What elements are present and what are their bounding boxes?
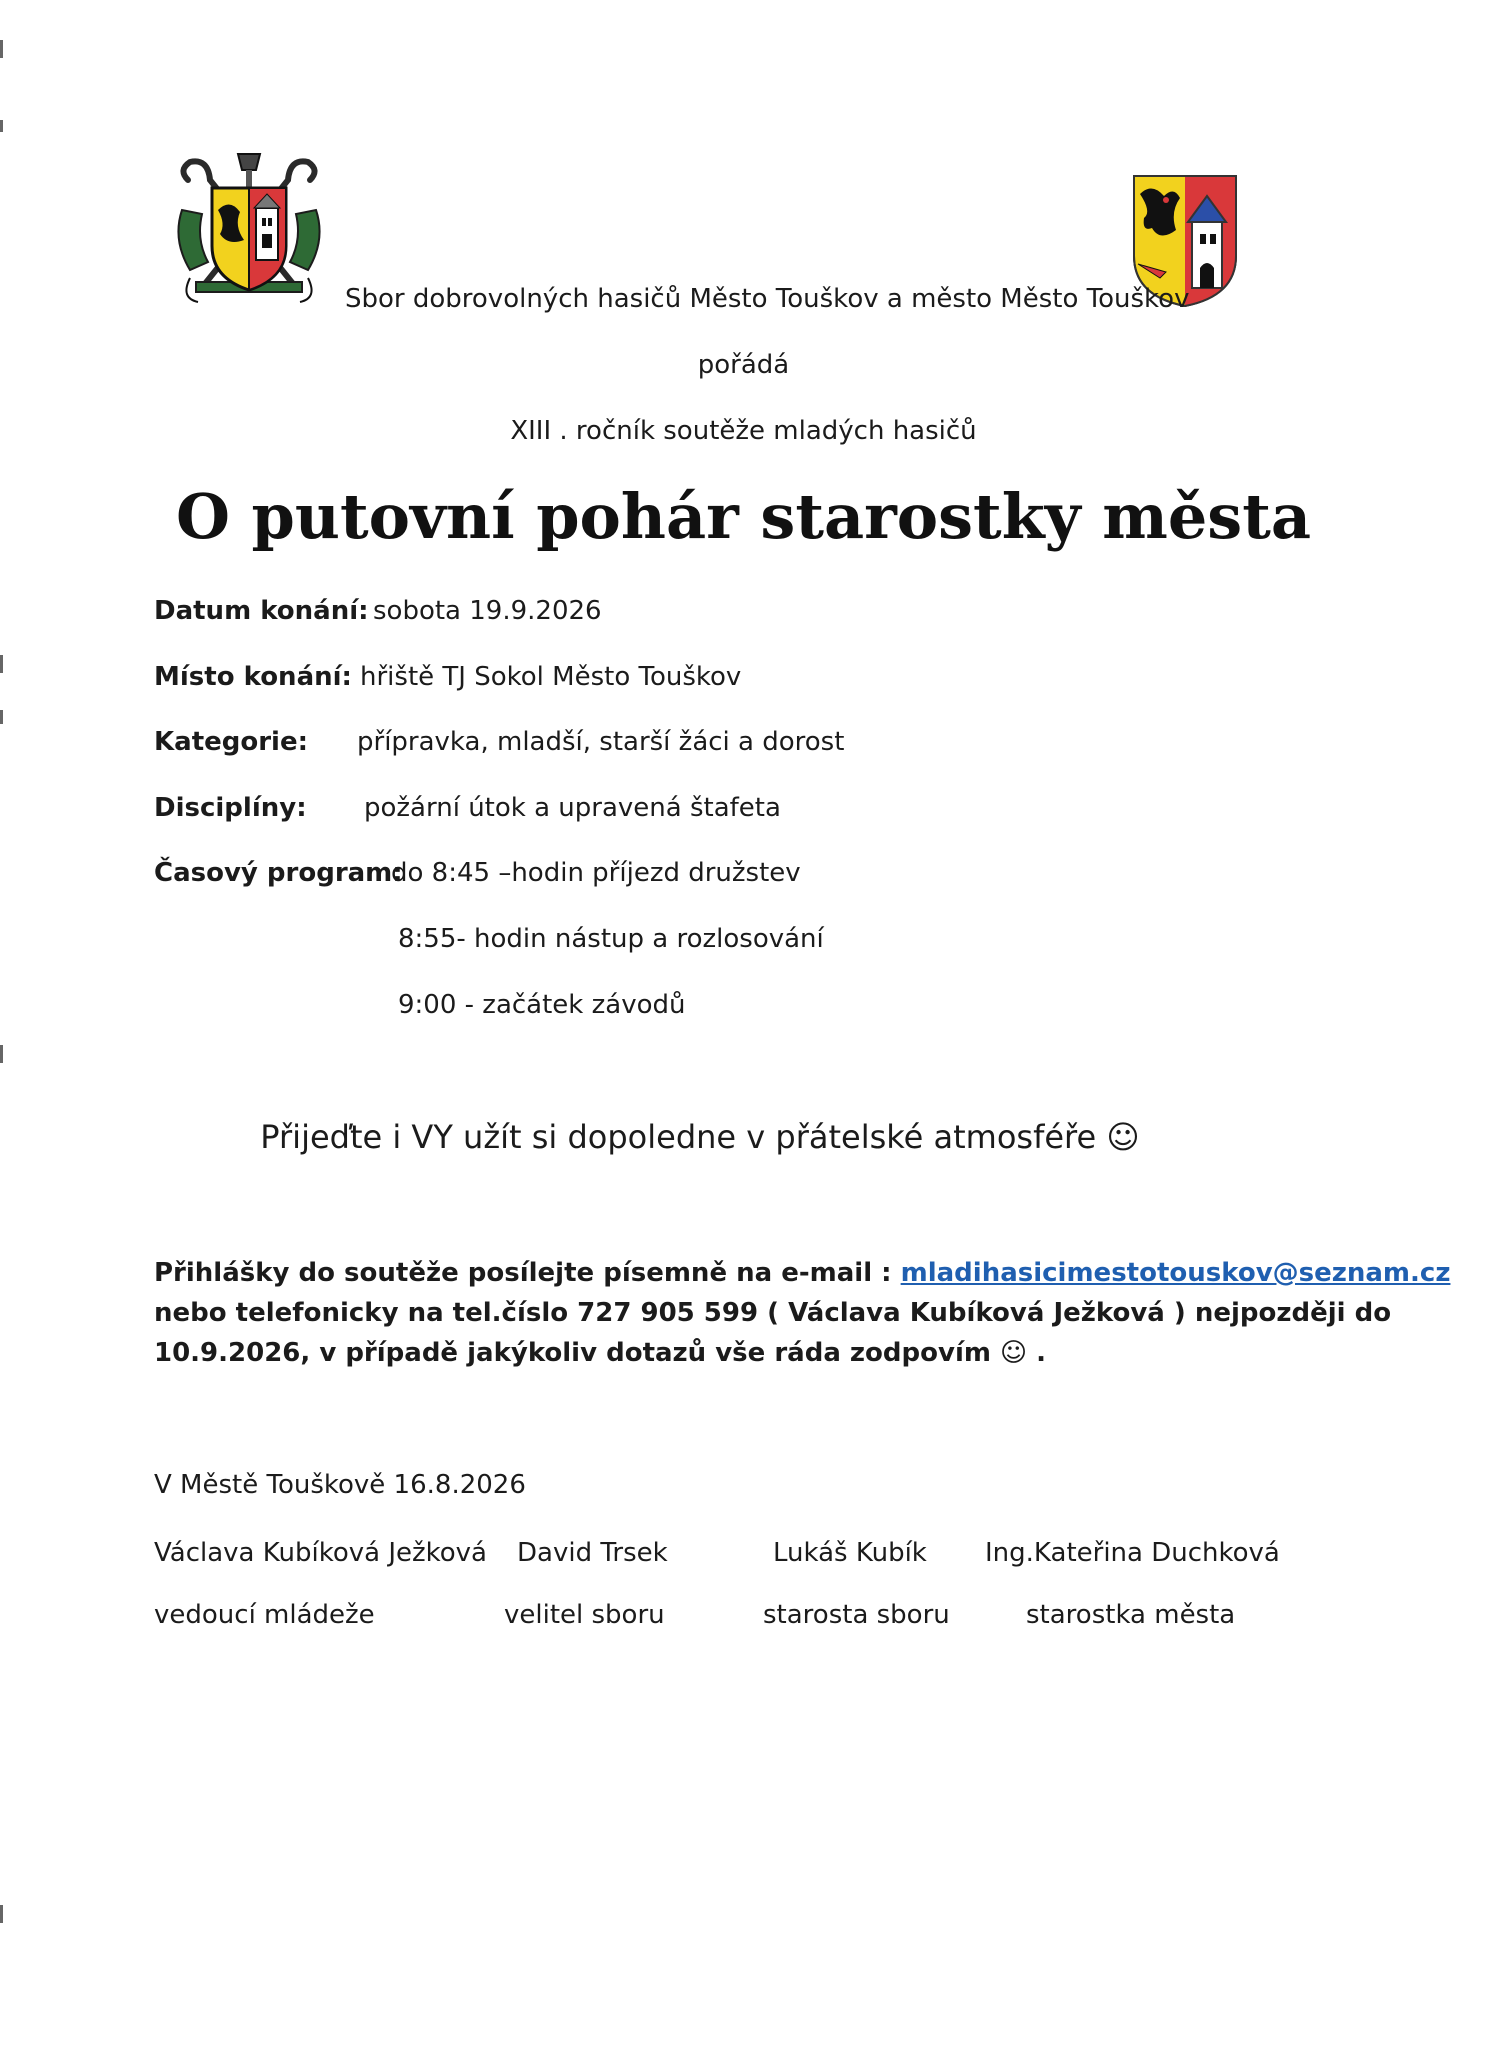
signature-name: Lukáš Kubík [773, 1538, 927, 1568]
detail-value: do 8:45 –hodin příjezd družstev [391, 858, 801, 888]
place-date: V Městě Touškově 16.8.2026 [154, 1470, 526, 1500]
detail-label: Kategorie: [154, 727, 308, 757]
detail-value: hřiště TJ Sokol Město Touškov [360, 662, 742, 692]
signature-role: velitel sboru [504, 1600, 665, 1630]
signature-name: Ing.Kateřina Duchková [985, 1538, 1280, 1568]
detail-label: Místo konání: [154, 662, 352, 692]
signature-name: Václava Kubíková Ježková [154, 1538, 487, 1568]
registration-text: Přihlášky do soutěže posílejte písemně na e-mail : [154, 1258, 901, 1288]
fire-brigade-emblem-icon [168, 150, 330, 312]
signature-role: starosta sboru [763, 1600, 950, 1630]
registration-line-3: 10.9.2026, v případě jakýkoliv dotazů vše ráda zodpovím ☺ . [154, 1338, 1047, 1368]
email-link[interactable]: mladihasicimestotouskov@seznam.cz [900, 1258, 1451, 1288]
signature-name: David Trsek [517, 1538, 668, 1568]
detail-label: Datum konání: [154, 596, 369, 626]
scan-mark [0, 655, 3, 673]
organizer-line: Sbor dobrovolných hasičů Město Touškov a město Město Touškov [345, 284, 1190, 314]
scan-mark [0, 1905, 3, 1923]
schedule-item: 8:55- hodin nástup a rozlosování [398, 924, 824, 954]
registration-line-2: nebo telefonicky na tel.číslo 727 905 599 ( Václava Kubíková Ježková ) nejpozději do [154, 1298, 1392, 1328]
scan-mark [0, 710, 3, 724]
detail-label: Disciplíny: [154, 793, 307, 823]
detail-value: požární útok a upravená štafeta [364, 793, 781, 823]
detail-label: Časový program: [154, 858, 403, 888]
signature-role: starostka města [1026, 1600, 1236, 1630]
scan-mark [0, 1045, 3, 1063]
presents-line: pořádá [697, 350, 790, 380]
registration-line-1 [154, 1258, 1450, 1288]
detail-value: přípravka, mladší, starší žáci a dorost [357, 727, 845, 757]
page-title: O putovní pohár starostky města [175, 480, 1312, 553]
scan-mark [0, 120, 3, 132]
scan-mark [0, 40, 3, 58]
schedule-item: 9:00 - začátek závodů [398, 990, 686, 1020]
detail-value: sobota 19.9.2026 [373, 596, 602, 626]
edition-line: XIII . ročník soutěže mladých hasičů [510, 416, 977, 446]
invitation-text: Přijeďte i VY užít si dopoledne v přátelské atmosféře ☺ [260, 1118, 1140, 1156]
signature-role: vedoucí mládeže [154, 1600, 375, 1630]
